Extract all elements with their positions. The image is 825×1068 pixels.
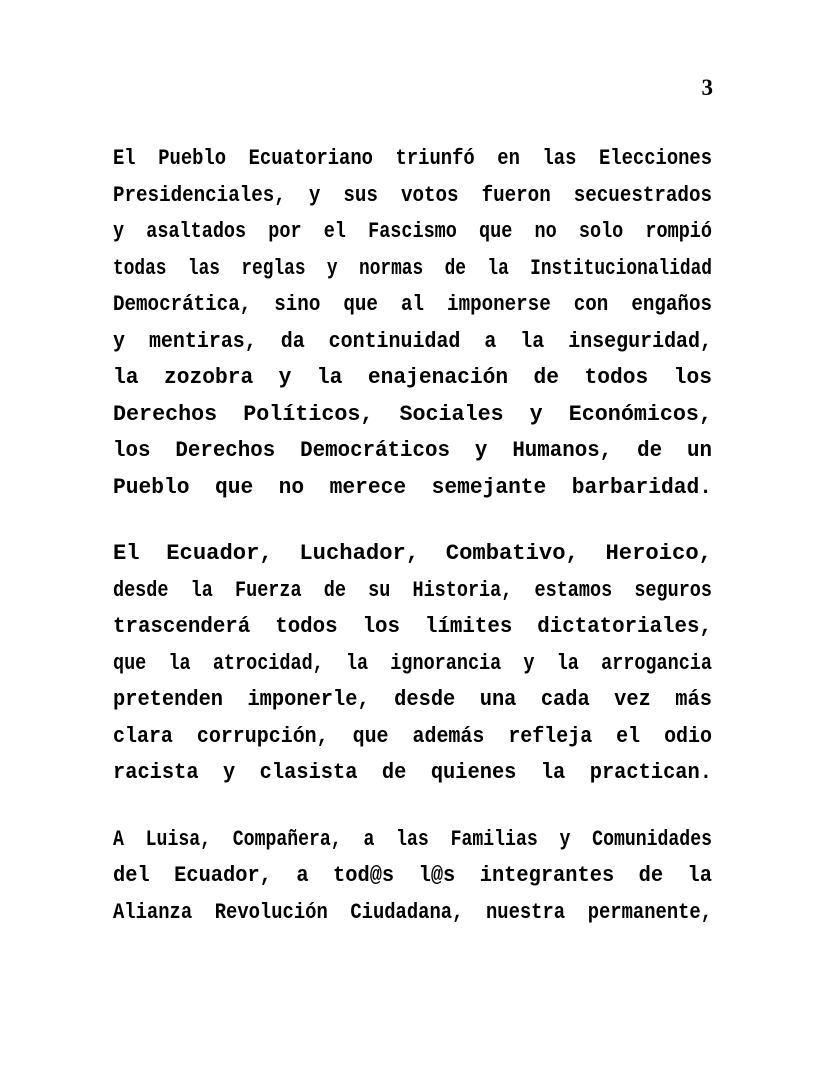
- text-line: [113, 682, 712, 719]
- text-line: [113, 360, 712, 397]
- text-line: [113, 895, 712, 932]
- text-line: [113, 470, 712, 507]
- text-line: [113, 609, 712, 646]
- text-line: [113, 397, 712, 434]
- text-line-content: El Ecuador, Luchador, Combativo, Heroico,: [113, 541, 712, 566]
- text-line-content: que la atrocidad, la ignorancia y la arrogancia: [113, 650, 712, 676]
- paragraph: [113, 141, 712, 506]
- text-line-content: Pueblo que no merece semejante barbaridad.: [113, 474, 712, 500]
- text-line-content: y asaltados por el Fascismo que no solo rompió: [113, 219, 712, 244]
- text-line-content: trascenderá todos los límites dictatoriales,: [113, 614, 712, 639]
- text-line-content: Alianza Revolución Ciudadana, nuestra permanente,: [113, 899, 713, 925]
- text-line-content: y mentiras, da continuidad a la inseguridad,: [113, 328, 712, 354]
- text-line: [113, 214, 712, 251]
- text-line-content: Derechos Políticos, Sociales y Económicos,: [113, 401, 712, 427]
- text-line: [113, 324, 712, 361]
- text-line: [113, 646, 712, 683]
- text-line-content: racista y clasista de quienes la practican.: [113, 760, 712, 785]
- text-line: [113, 251, 712, 288]
- text-line-content: del Ecuador, a tod@s l@s integrantes de la: [113, 863, 712, 888]
- text-line: [113, 433, 712, 470]
- text-line: [113, 178, 712, 215]
- text-line-content: clara corrupción, que además refleja el odio: [113, 723, 712, 749]
- text-line: [113, 822, 712, 859]
- text-line: [113, 573, 712, 610]
- text-line: [113, 141, 712, 178]
- paragraph: [113, 536, 712, 792]
- text-line: [113, 287, 712, 324]
- text-line-content: Presidenciales, y sus votos fueron secuestrados: [113, 182, 712, 208]
- text-line-content: la zozobra y la enajenación de todos los: [113, 365, 712, 390]
- text-line-content: A Luisa, Compañera, a las Familias y Comunidades: [113, 826, 712, 852]
- text-line: [113, 536, 712, 573]
- paragraph: [113, 822, 712, 932]
- text-line-content: pretenden imponerle, desde una cada vez más: [113, 687, 712, 712]
- text-line: [113, 719, 712, 756]
- document-body: [113, 141, 712, 931]
- text-line: [113, 858, 712, 895]
- text-line: [113, 755, 712, 792]
- text-line-content: los Derechos Democráticos y Humanos, de un: [113, 438, 712, 463]
- page-number: 3: [701, 75, 713, 100]
- text-line-content: Democrática, sino que al imponerse con engaños: [113, 292, 712, 317]
- text-line-content: desde la Fuerza de su Historia, estamos seguros: [113, 577, 712, 603]
- text-line-content: todas las reglas y normas de la Institucionalidad: [113, 255, 713, 281]
- text-line-content: El Pueblo Ecuatoriano triunfó en las Elecciones: [113, 146, 713, 171]
